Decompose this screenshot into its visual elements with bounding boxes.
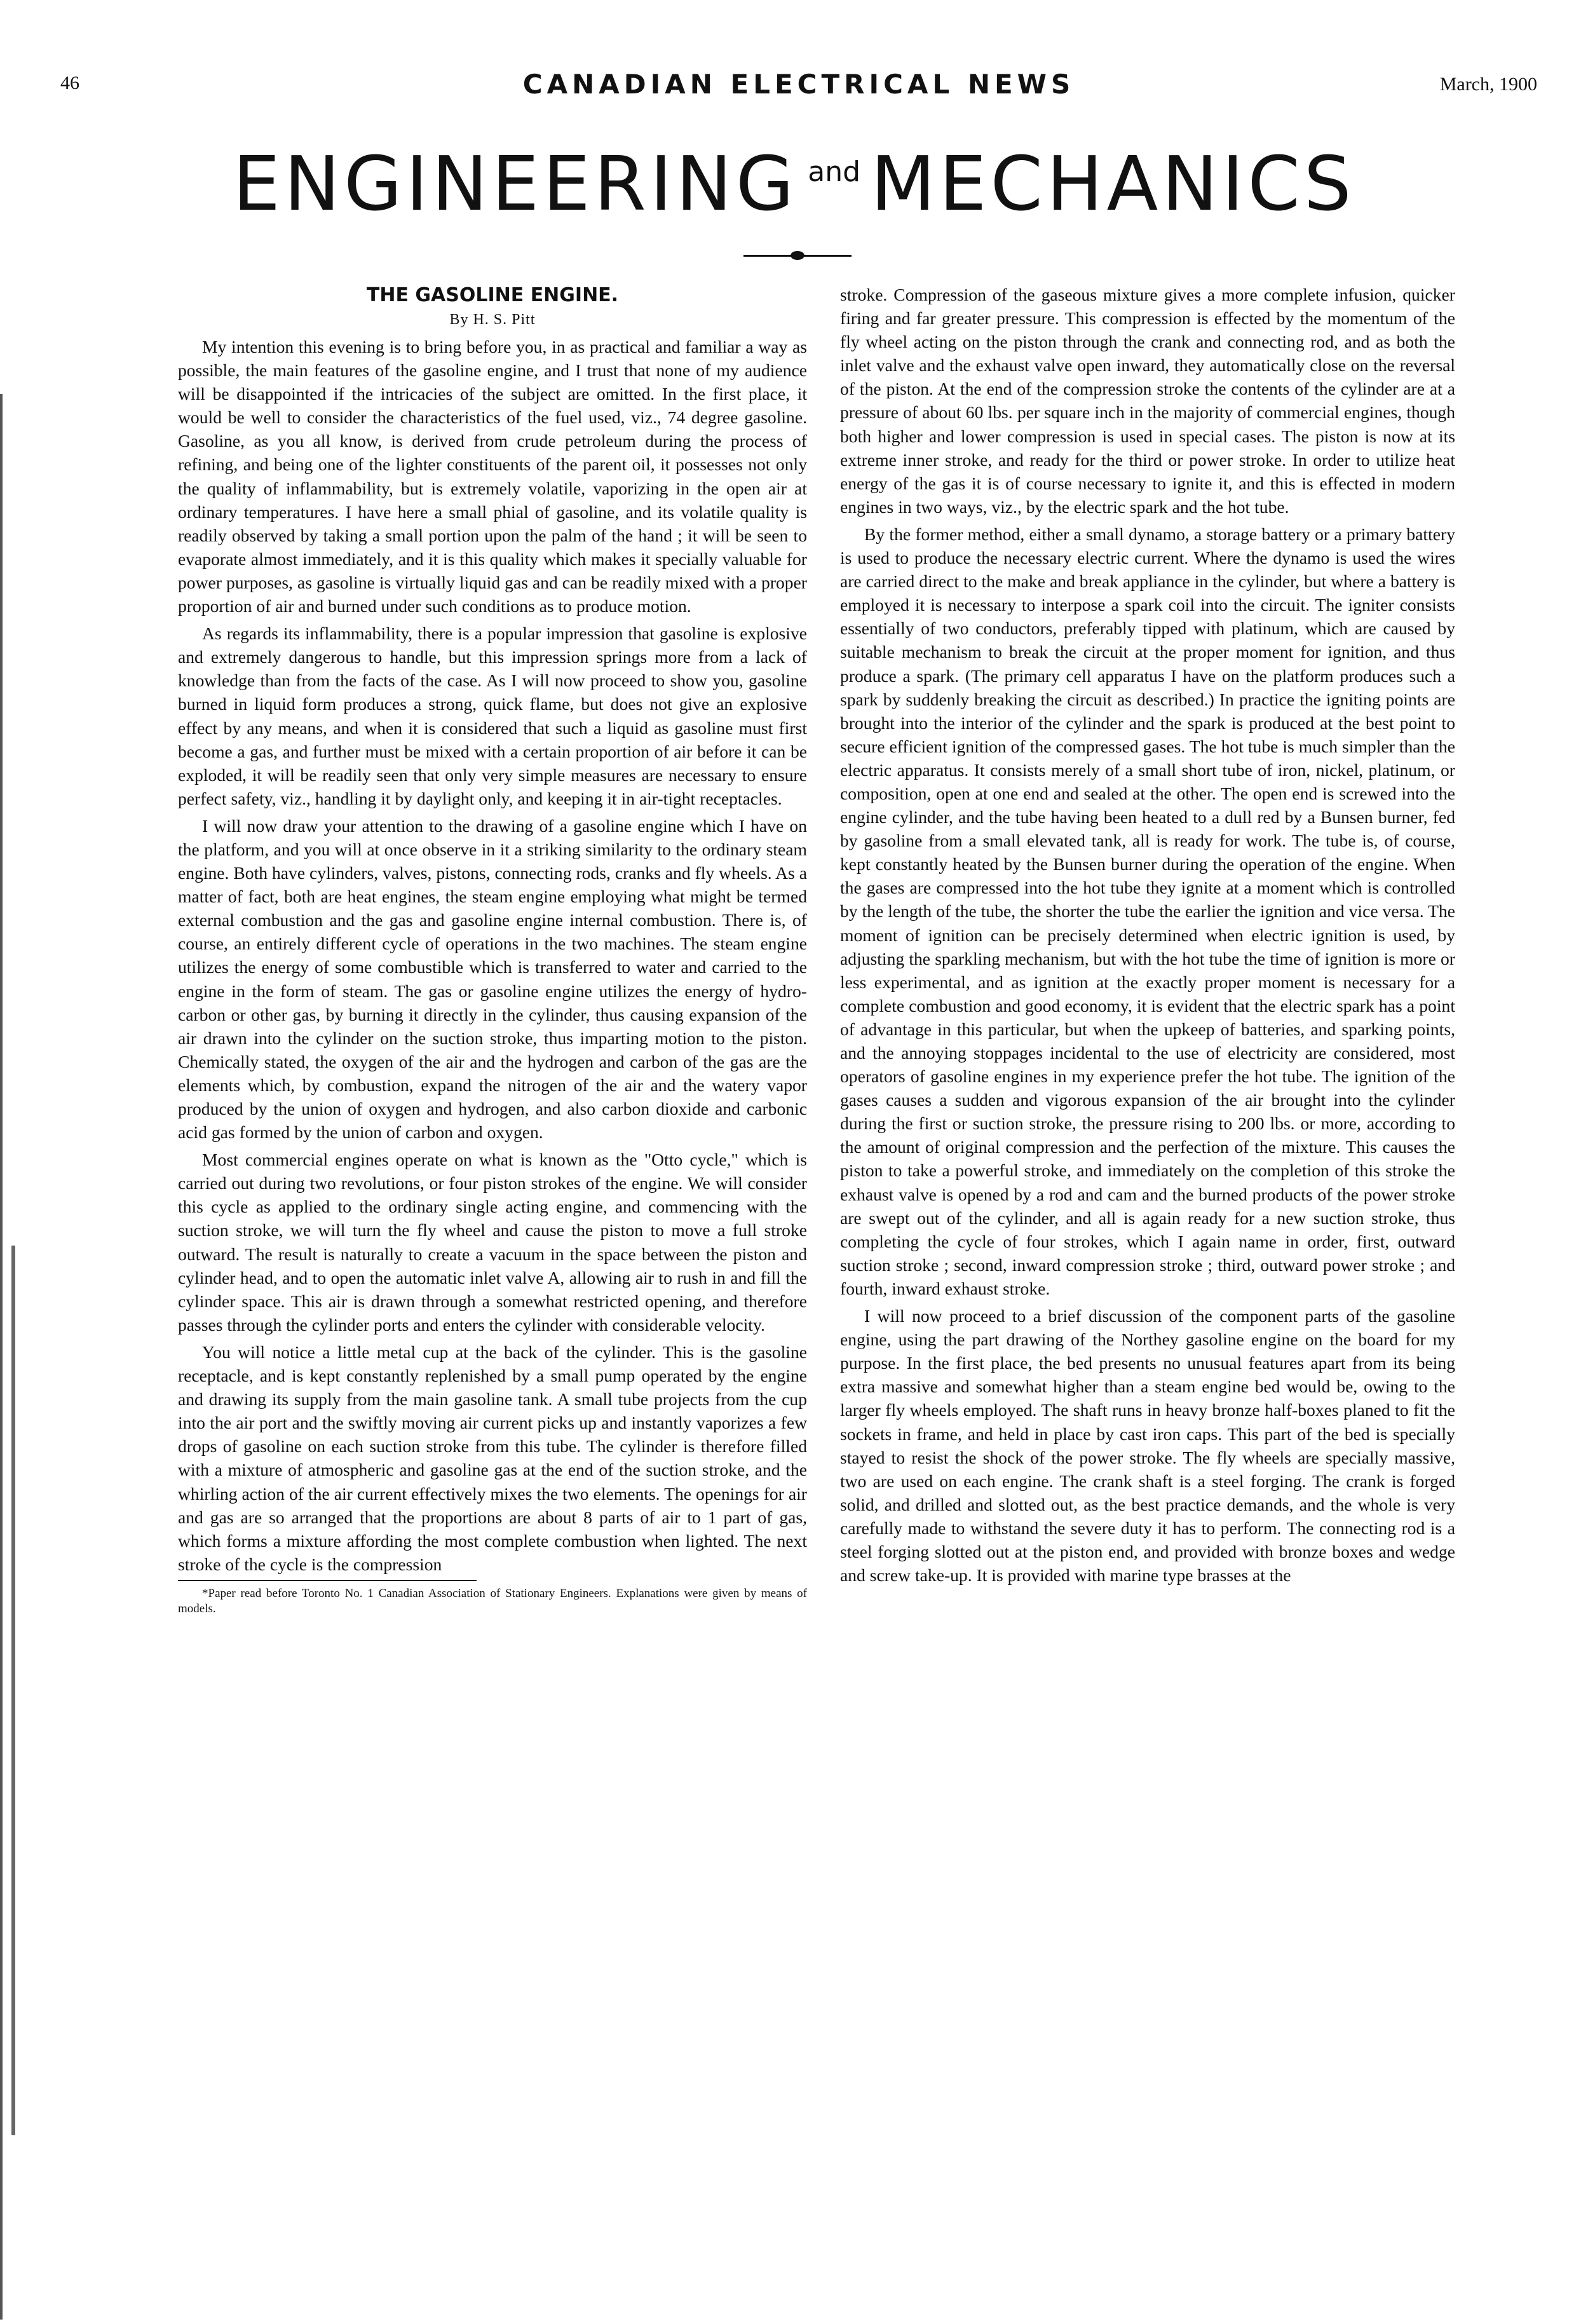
section-banner [0, 140, 1588, 228]
scan-edge-shadow [0, 394, 3, 2320]
ornament-divider [743, 250, 852, 261]
running-header [60, 69, 1537, 107]
article-byline: By H. S. Pitt [449, 311, 536, 328]
paragraph: As regards its inflammability, there is a popular impression that gasoline is explosive and extremely dangerous to handle, but this impression springs more from a lack of knowledge than from the facts of the case. As I will now proceed to show you, gasoline burned in liquid form produces a strong, quick flame, but does not give an explosive effect by any means, and when it is considered that such a liquid as gasoline must first become a gas, and further must be mixed with a certain proportion of air before it can be exploded, it will be readily seen that only very simple measures are necessary to ensure perfect safety, viz., handling it by daylight only, and keeping it in air-tight receptacles. [178, 623, 807, 808]
ornament-dot [791, 251, 804, 260]
paragraph: My intention this evening is to bring before you, in as practical and familiar a way as possible, the main features of the gasoline engine, and I trust that none of my audience will be disappointed if the intricacies of the subject are omitted. In the first place, it would be well to consider the characteristics of the fuel used, viz., 74 degree gasoline. Gasoline, as you all know, is derived from crude petroleum during the process of refining, and being one of the lighter constituents of the parent oil, it possesses not only the quality of inflammability, but is extremely volatile, vaporizing in the open air at ordinary temperatures. I have here a small phial of gasoline, and its volatile quality is readily observed by taking a small portion upon the palm of the hand ; it will be seen to evaporate almost immediately, and it is this quality which makes it specially valuable for power purposes, as gasoline is virtually liquid gas and can be readily mixed with a proper proportion of air and burned under such conditions as to produce motion. [178, 337, 807, 616]
paragraph: I will now proceed to a brief discussion of the component parts of the gasoline engine, using the part drawing of the Northey gasoline engine on the board for my purpose. In the first place, the bed presents no unusual features apart from its being extra massive and somewhat higher than a steam engine bed would be, owing to the larger fly wheels employed. The shaft runs in heavy bronze half-boxes planed to fit the sockets in frame, and held in place by cast iron caps. This part of the bed is specially stayed to resist the shock of the power stroke. The fly wheels are specially massive, two are used on each engine. The crank shaft is a steel forging. The crank is forged solid, and drilled and slotted out, as the best practice demands, and the whole is very carefully made to withstand the severe duty it has to perform. The connecting rod is a steel forging slotted out at the piston end, and provided with bronze boxes and wedge and screw take-up. It is provided with marine type brasses at the [840, 1306, 1455, 1586]
page-number: 46 [60, 72, 79, 93]
issue-date: March, 1900 [1439, 74, 1537, 95]
scan-edge-shadow-inner [11, 1246, 15, 2135]
paragraph: By the former method, either a small dynamo, a storage battery or a primary battery is used to produce the necessary electric current. Where the dynamo is used the wires are carried direct to the make and break appliance in the cylinder, but where a battery is employed it is necessary to interpose a spark coil into the circuit. The igniter consists essentially of two conductors, preferably tipped with platinum, which are caused by suitable mechanism to break the circuit at the proper moment for ignition, and thus produce a spark. (The primary cell apparatus I have on the platform produces such a spark by suddenly breaking the circuit as described.) In practice the igniting points are brought into the interior of the cylinder and the spark is produced at the best point to secure efficient ignition of the compressed gases. The hot tube is much simpler than the electric apparatus. It consists merely of a small short tube of iron, nickel, platinum, or composition, open at one end and sealed at the other. The open end is screwed into the engine cylinder, and the tube having been heated to a dull red by a Bunsen burner, fed by gasoline from a small elevated tank, all is ready for work. The tube is, of course, kept constantly heated by the Bunsen burner during the operation of the engine. When the gases are compressed into the hot tube they ignite at a moment which is controlled by the length of the tube, the shorter the tube the earlier the ignition and vice versa. The moment of ignition can be precisely determined when electric ignition is used, by adjusting the sparkling mechanism, but with the hot tube the time of ignition is more or less experimental, and as ignition at the exactly proper moment is necessary for a complete combustion and good economy, it is evident that the electric spark has a point of advantage in this particular, but when the upkeep of batteries, and sparking points, and the annoying stoppages incidental to the use of electricity are considered, most operators of gasoline engines in my experience prefer the hot tube. The ignition of the gases causes a sudden and vigorous expansion of the air brought into the cylinder during the first or suction stroke, the pressure rising to 200 lbs. or more, according to the amount of original compression and the perfection of the mixture. This causes the piston to take a powerful stroke, and immediately on the completion of this stroke the exhaust valve is opened by a rod and cam and the burned products of the power stroke are swept out of the cylinder, and all is again ready for a new suction stroke, thus completing the cycle of four strokes, which I again name in order, first, outward suction stroke ; second, inward compression stroke ; third, outward power stroke ; and fourth, inward exhaust stroke. [840, 524, 1455, 1298]
section-word-mechanics: MECHANICS [871, 140, 1355, 228]
journal-title: CANADIAN ELECTRICAL NEWS [522, 69, 1075, 100]
section-word-engineering: ENGINEERING [233, 140, 798, 228]
paragraph: Most commercial engines operate on what is known as the "Otto cycle," which is carried out during two revolutions, or four piston strokes of the engine. We will consider this cycle as applied to the ordinary single acting engine, and commencing with the suction stroke, we will turn the fly wheel and cause the piston to move a full stroke outward. The result is naturally to create a vacuum in the space between the piston and cylinder head, and to open the automatic inlet valve A, allowing air to rush in and fill the cylinder space. This air is drawn through a somewhat restricted opening, and therefore passes through the cylinder ports and enters the cylinder with considerable velocity. [178, 1150, 807, 1335]
footnote: *Paper read before Toronto No. 1 Canadian Association of Stationary Engineers. Explanations were given by means of models. [178, 1586, 807, 1615]
article-column-left [178, 283, 807, 1621]
section-and: and [808, 156, 861, 188]
paragraph: I will now draw your attention to the drawing of a gasoline engine which I have on the platform, and you will at once observe in it a striking similarity to the ordinary steam engine. Both have cylinders, valves, pistons, connecting rods, cranks and fly wheels. As a matter of fact, both are heat engines, the steam engine employing what might be termed external combustion and the gas and gasoline engine internal combustion. There is, of course, an entirely different cycle of operations in the two machines. The steam engine utilizes the energy of some combustible which is transferred to water and carried to the engine in the form of steam. The gas or gasoline engine utilizes the energy of hydro-carbon or other gas, by burning it directly in the cylinder, thus causing expansion of the air drawn into the cylinder on the suction stroke, thus imparting motion to the piston. Chemically stated, the oxygen of the air and the hydrogen and carbon of the gas are the elements which, by combustion, expand the nitrogen of the air and the watery vapor produced by the union of oxygen and hydrogen, and also carbon dioxide and carbonic acid gas formed by the union of carbon and oxygen. [178, 815, 807, 1143]
paragraph: stroke. Compression of the gaseous mixture gives a more complete infusion, quicker firing and far greater pressure. This compression is effected by the momentum of the fly wheel acting on the piston through the crank and connecting rod, and as both the inlet valve and the exhaust valve open inward, they automatically close on the reversal of the piston. At the end of the compression stroke the contents of the cylinder are at a pressure of about 60 lbs. per square inch in the majority of commercial engines, though both higher and lower compression is used in special cases. The piston is now at its extreme inner stroke, and ready for the third or power stroke. In order to utilize heat energy of the gas it is of course necessary to ignite it, and this is effected in modern engines in two ways, viz., by the electric spark and the hot tube. [840, 285, 1455, 517]
paragraph: You will notice a little metal cup at the back of the cylinder. This is the gasoline receptacle, and is kept constantly replenished by a small pump operated by the engine and drawing its supply from the main gasoline tank. A small tube projects from the cup into the air port and the swiftly moving air current picks up and instantly vaporizes a few drops of gasoline on each suction stroke from this tube. The cylinder is therefore filled with a mixture of atmospheric and gasoline gas at the end of the suction stroke, and the whirling action of the air current effectively mixes the two elements. The openings for air and gas are so arranged that the proportions are about 8 parts of air to 1 part of gas, which forms a mixture affording the most complete combustion when lighted. The next stroke of the cycle is the compression [178, 1342, 807, 1574]
footnote-rule [178, 1580, 477, 1581]
article-title: THE GASOLINE ENGINE. [366, 284, 619, 306]
article-column-right [840, 283, 1455, 1591]
